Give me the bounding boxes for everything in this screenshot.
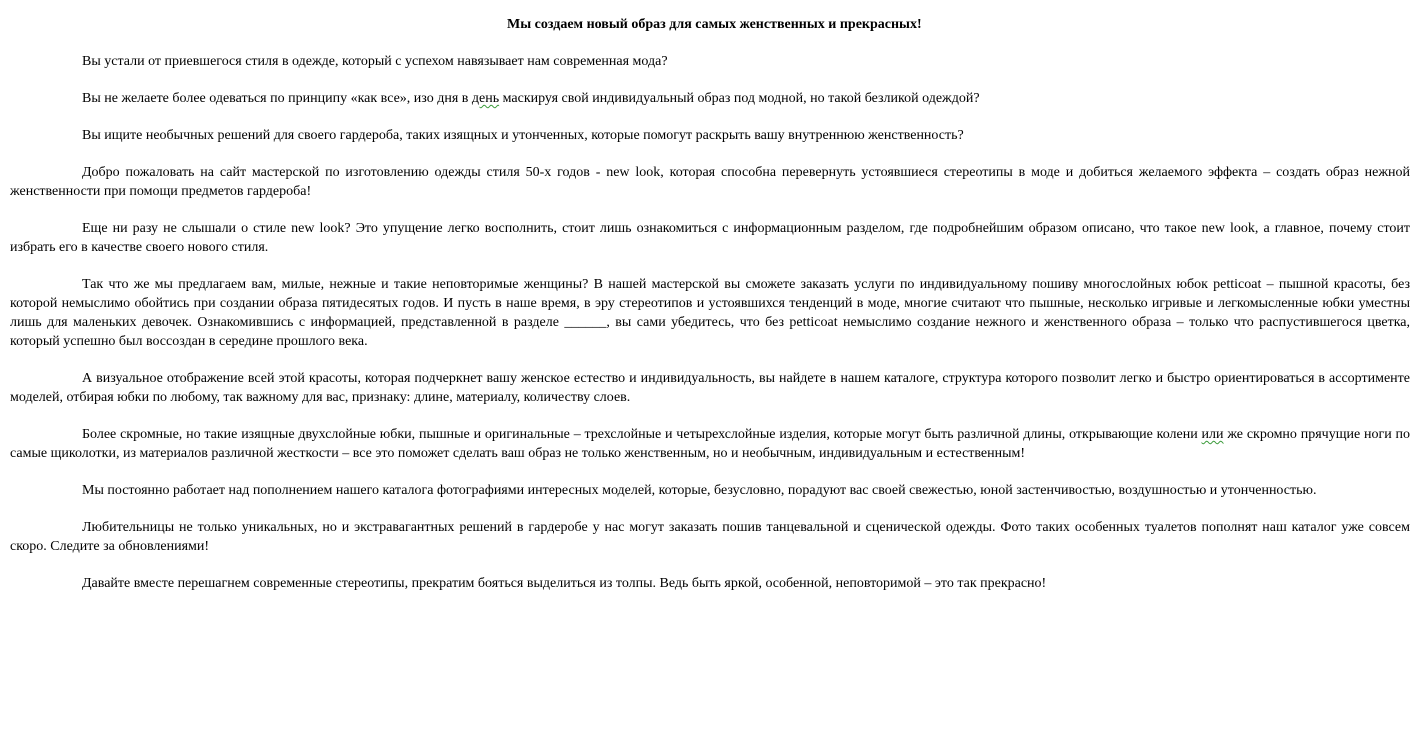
paragraph-11: Давайте вместе перешагнем современные стереотипы, прекратим бояться выделиться из толпы. Ведь быть яркой, особенной, неповторимой – это так прекрасно! xyxy=(82,576,1047,591)
spellcheck-marked-word: или xyxy=(1201,427,1224,442)
document-body xyxy=(10,15,1410,611)
paragraph-9: Мы постоянно работает над пополнением нашего каталога фотографиями интересных моделей, которые, безусловно, порадуют вас своей свежестью, юной застенчивостью, воздушностью и утонченностью. xyxy=(82,483,1317,498)
paragraph-1: Вы устали от приевшегося стиля в одежде, который с успехом навязывает нам современная мода? xyxy=(82,54,668,69)
paragraph-7: А визуальное отображение всей этой красоты, которая подчеркнет вашу женское естество и индивидуальность, вы найдете в нашем каталоге, структура которого позволит легко и быстро ориентироваться в ассортименте моделей, отбирая юбки по любому, так важному для вас, признаку: длине, материалу, количеству слоев. xyxy=(10,371,1410,405)
paragraph-10: Любительницы не только уникальных, но и экстравагантных решений в гардеробе у нас могут заказать пошив танцевальной и сценической одежды. Фото таких особенных туалетов пополнят наш каталог уже совсем скоро. Следите за обновлениями! xyxy=(10,520,1410,554)
paragraph-2: Вы не желаете более одеваться по принципу «как все», изо дня в день маскируя свой индивидуальный образ под модной, но такой безликой одеждой? xyxy=(82,91,980,106)
paragraph-8: Более скромные, но такие изящные двухслойные юбки, пышные и оригинальные – трехслойные и четырехслойные изделия, которые могут быть различной длины, открывающие колени или же скромно прячущие ноги по самые щиколотки, из материалов различной жесткости – все это поможет сделать ваш образ не только женственным, но и необычным, индивидуальным и естественным! xyxy=(10,427,1410,461)
spellcheck-marked-word: день xyxy=(471,91,500,106)
document-title: Мы создаем новый образ для самых женственных и прекрасных! xyxy=(507,17,922,32)
paragraph-3: Вы ищите необычных решений для своего гардероба, таких изящных и утонченных, которые помогут раскрыть вашу внутреннюю женственность? xyxy=(82,128,964,143)
paragraph-4: Добро пожаловать на сайт мастерской по изготовлению одежды стиля 50-х годов - new look, которая способна перевернуть устоявшиеся стереотипы в моде и добиться желаемого эффекта – создать образ нежной женственности при помощи предметов гардероба! xyxy=(10,165,1410,199)
paragraph-6: Так что же мы предлагаем вам, милые, нежные и такие неповторимые женщины? В нашей мастерской вы сможете заказать услуги по индивидуальному пошиву многослойных юбок petticoat – пышной красоты, без которой немыслимо обойтись при создании образа пятидесятых годов. И пусть в наше время, в эру стереотипов и устоявшихся тенденций в моде, многие считают что пышные, несколько игривые и легкомысленные юбки уместны лишь для маленьких девочек. Ознакомившись с информацией, представленной в разделе ______, вы сами убедитесь, что без petticoat немыслимо создание нежного и женственного образа – только что распустившегося цветка, который успешно был воссоздан в середине прошлого века. xyxy=(10,277,1410,349)
paragraph-5: Еще ни разу не слышали о стиле new look? Это упущение легко восполнить, стоит лишь ознакомиться с информационным разделом, где подробнейшим образом описано, что такое new look, а главное, почему стоит избрать его в качестве своего нового стиля. xyxy=(10,221,1410,255)
